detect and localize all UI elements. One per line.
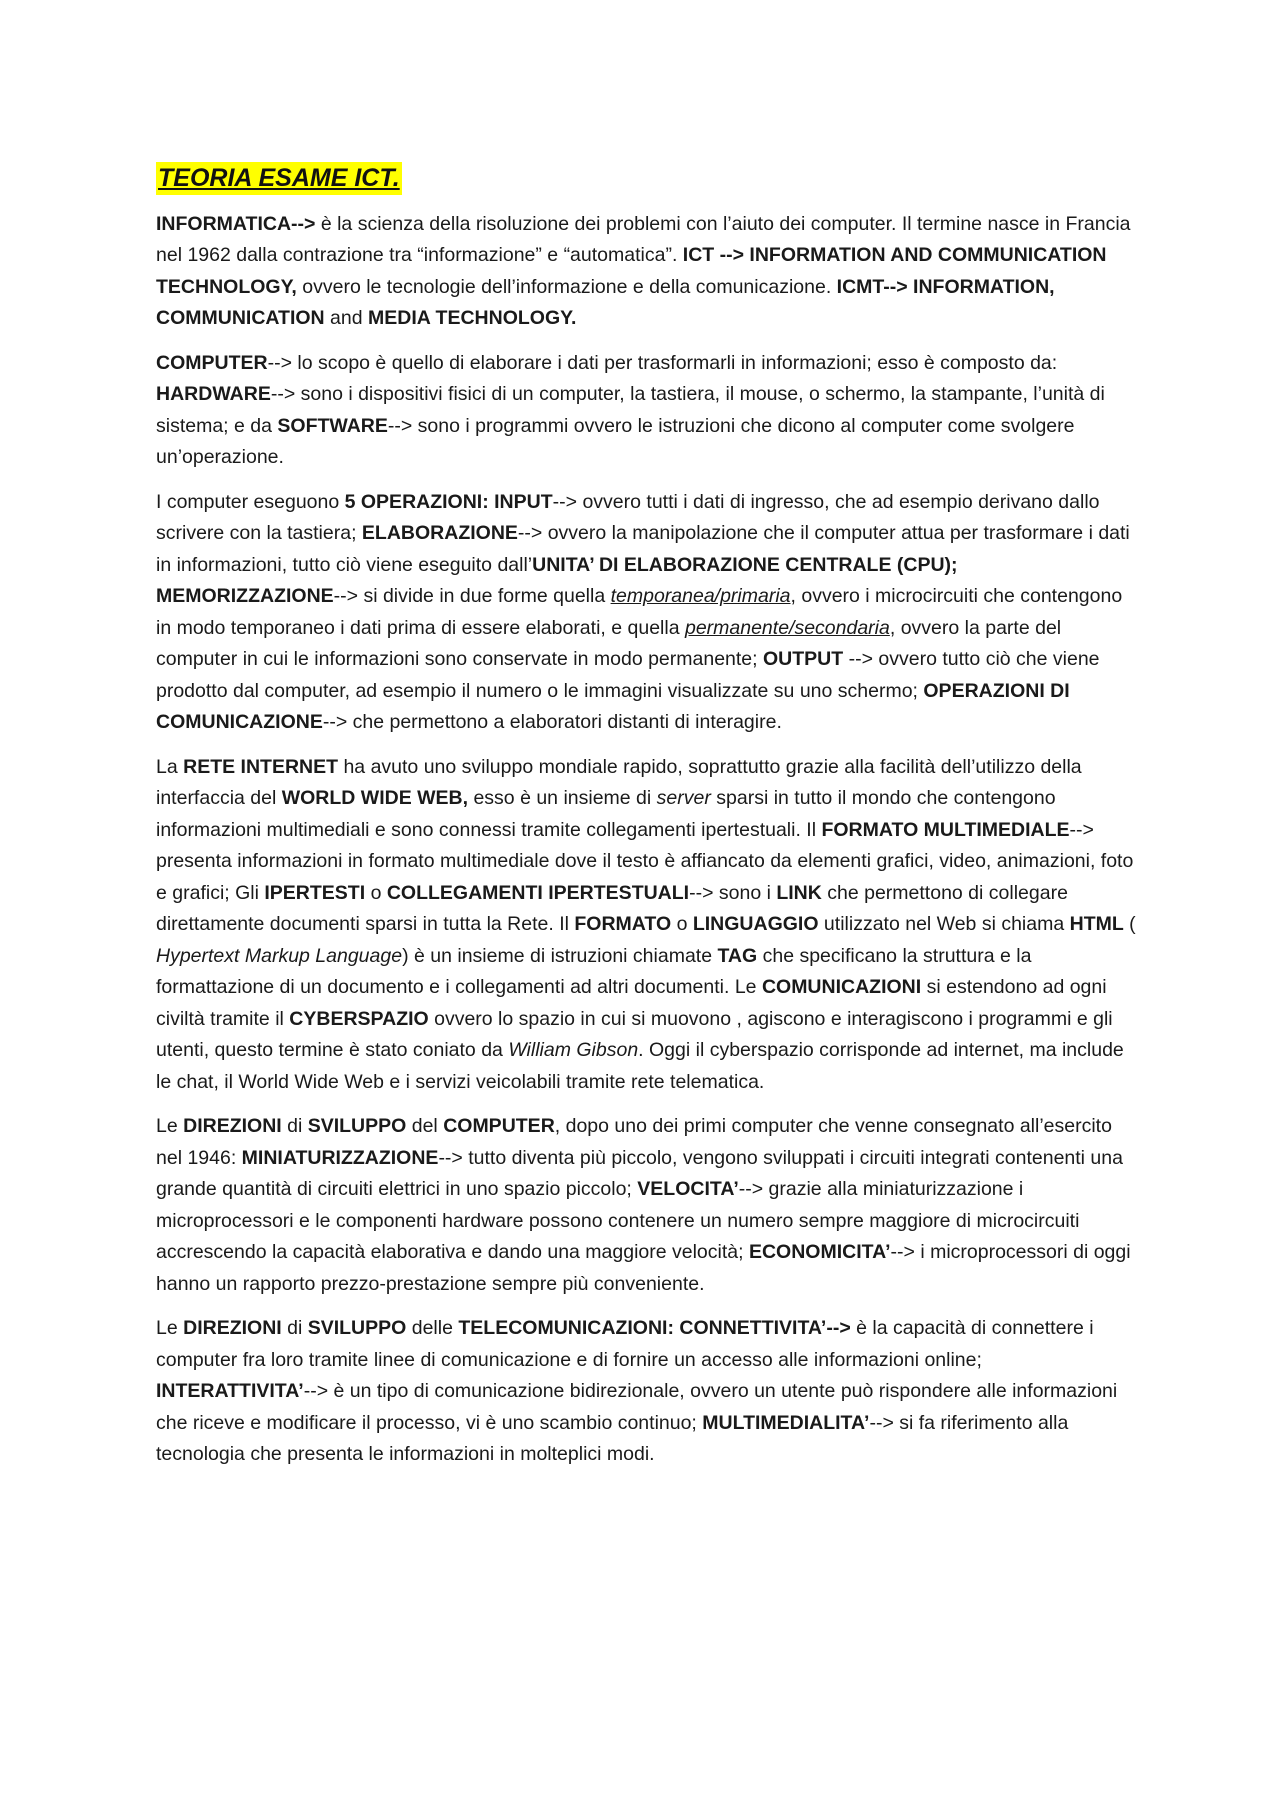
text-run: o	[365, 881, 387, 904]
emphasis-text: Hypertext Markup Language	[156, 944, 403, 967]
text-run: --> sono i	[689, 881, 777, 904]
text-run: --> presenta informazioni in formato multimediale dove il testo è affiancato da elementi grafici, video, animazioni, foto e grafici; Gli	[156, 818, 1134, 904]
emphasis-text: permanente/secondaria	[684, 616, 890, 639]
paragraph	[156, 487, 1136, 739]
bold-term: FORMATO	[574, 913, 672, 935]
bold-term: MEDIA TECHNOLOGY.	[368, 307, 577, 329]
text-run: --> che permettono a elaboratori distanti di interagire.	[322, 711, 782, 733]
text-run: esso è un insieme di	[468, 787, 657, 809]
bold-term: ELABORAZIONE	[361, 522, 518, 544]
text-run: sparsi in tutto il mondo che contengono informazioni multimediali e sono connessi tramite collegamenti ipertestuali. Il	[156, 787, 1056, 841]
bold-term: SVILUPPO	[307, 1317, 407, 1339]
text-run: o	[671, 913, 693, 935]
bold-term: ICT -->	[682, 244, 744, 266]
emphasis-text: temporanea/primaria	[610, 585, 791, 607]
bold-term: TELECOMUNICAZIONI: CONNETTIVITA’-->	[458, 1317, 851, 1339]
bold-term: MINIATURIZZAZIONE	[241, 1146, 439, 1169]
text-run: --> tutto diventa più piccolo, vengono sviluppati i circuiti integrati contenenti una grande quantità di circuiti elettrici in uno spazio piccolo;	[156, 1146, 1123, 1200]
bold-term: DIREZIONI	[183, 1317, 282, 1339]
text-run: di	[281, 1317, 308, 1339]
bold-term: VELOCITA’	[637, 1178, 739, 1200]
text-run: è la capacità di connettere i computer fra loro tramite linee di comunicazione e di fornire un accesso alle informazioni online;	[156, 1317, 1094, 1371]
bold-term: LINGUAGGIO	[692, 913, 819, 935]
text-run: delle	[406, 1317, 459, 1339]
text-run: Le	[156, 1317, 184, 1339]
text-run: --> sono i dispositivi fisici di un computer, la tastiera, il mouse, o schermo, la stampante, l’unità di sistema; e da	[156, 383, 1105, 437]
text-run: I computer eseguono	[156, 490, 345, 513]
bold-term: ECONOMICITA’	[748, 1241, 891, 1263]
bold-term: HTML	[1069, 913, 1124, 935]
bold-term: MULTIMEDIALITA’	[702, 1411, 870, 1434]
bold-term: WORLD WIDE WEB,	[281, 787, 469, 809]
bold-term: INTERATTIVITA’	[156, 1380, 304, 1402]
text-run: --> lo scopo è quello di elaborare i dati per trasformarli in informazioni; esso è composto da:	[267, 351, 1058, 374]
text-run: del	[406, 1115, 444, 1137]
text-run: Le	[156, 1115, 184, 1137]
text-run: ovvero le tecnologie dell’informazione e della comunicazione.	[296, 275, 837, 298]
text-run: ovvero lo spazio in cui si muovono , agiscono e interagiscono i programmi e gli utenti, questo termine è stato coniato da	[156, 1007, 1113, 1061]
text-run: --> ovvero tutti i dati di ingresso, che ad esempio derivano dallo scrivere con la tastiera;	[156, 490, 1100, 544]
text-run: --> si fa riferimento alla tecnologia che presenta le informazioni in molteplici modi.	[156, 1411, 1069, 1465]
bold-term: COLLEGAMENTI IPERTESTUALI	[386, 881, 690, 904]
bold-term: LINK	[776, 881, 822, 904]
paragraph	[156, 1313, 1136, 1471]
emphasis-text: William Gibson	[508, 1039, 639, 1061]
text-run: . Oggi il cyberspazio corrisponde ad internet, ma include le chat, il World Wide Web e i servizi veicolabili tramite rete telematica.	[156, 1039, 1124, 1093]
text-run: --> si divide in due forme quella	[333, 585, 611, 607]
bold-term: DIREZIONI	[183, 1115, 282, 1137]
bold-term: ICMT--> INFORMATION, COMMUNICATION	[156, 275, 1055, 329]
text-run: La	[156, 755, 184, 778]
bold-term: HARDWARE	[156, 383, 271, 405]
text-run: --> ovvero tutto ciò che viene prodotto dal computer, ad esempio il numero o le immagini visualizzate su uno schermo;	[156, 648, 1100, 702]
text-run: che permettono di collegare direttamente documenti sparsi in tutta la Rete. Il	[156, 881, 1068, 935]
text-run: di	[281, 1115, 308, 1137]
text-run: --> ovvero la manipolazione che il computer attua per trasformare i dati in informazioni, tutto ciò viene eseguito dall’	[156, 522, 1130, 576]
bold-term: OUTPUT	[763, 648, 844, 670]
text-run: ha avuto uno sviluppo mondiale rapido, soprattutto grazie alla facilità dell’utilizzo della interfaccia del	[156, 755, 1082, 809]
text-run: ) è un insieme di istruzioni chiamate	[402, 944, 718, 967]
paragraph	[156, 209, 1136, 335]
bold-term: RETE INTERNET	[183, 755, 339, 778]
bold-term: SVILUPPO	[307, 1115, 407, 1137]
text-run: utilizzato nel Web si chiama	[818, 913, 1070, 935]
bold-term: INFORMATION AND COMMUNICATION TECHNOLOGY,	[156, 244, 1107, 298]
text-run: --> è un tipo di comunicazione bidirezionale, ovvero un utente può rispondere alle informazioni che riceve e modificare il processo, vi è uno scambio continuo;	[156, 1380, 1118, 1434]
bold-term: FORMATO MULTIMEDIALE	[821, 818, 1070, 841]
document-title: TEORIA ESAME ICT.	[156, 162, 402, 195]
bold-term: 5 OPERAZIONI: INPUT	[344, 490, 553, 513]
bold-term: COMPUTER	[443, 1115, 555, 1137]
text-run: , ovvero i microcircuiti che contengono in modo temporaneo i dati prima di essere elaborati, e quella	[156, 585, 1123, 639]
bold-term: COMUNICAZIONI	[761, 976, 922, 998]
text-run: , ovvero la parte del computer in cui le informazioni sono conservate in modo permanente;	[156, 616, 1062, 670]
document-page	[156, 162, 1136, 1484]
paragraph	[156, 1111, 1136, 1300]
bold-term: TAG	[717, 944, 758, 967]
text-run: --> grazie alla miniaturizzazione i microprocessori e le componenti hardware possono contenere un numero sempre maggiore di microcircuiti accrescendo la capacità elaborativa e dando una maggiore velocità;	[156, 1178, 1080, 1263]
document-body	[156, 209, 1136, 1471]
bold-term: INFORMATICA-->	[156, 212, 316, 235]
text-run: che specificano la struttura e la formattazione di un documento e i collegamenti ad altri documenti. Le	[156, 944, 1032, 998]
text-run: (	[1123, 913, 1136, 935]
bold-term: CYBERSPAZIO	[289, 1007, 429, 1030]
text-run: and	[324, 307, 368, 329]
text-run: , dopo uno dei primi computer che venne consegnato all’esercito nel 1946:	[156, 1115, 1112, 1169]
emphasis-text: server	[656, 787, 711, 809]
bold-term: COMPUTER	[156, 351, 268, 374]
bold-term: UNITA’ DI ELABORAZIONE CENTRALE (CPU); MEMORIZZAZIONE	[156, 553, 958, 607]
text-run: --> sono i programmi ovvero le istruzioni che dicono al computer come svolgere un’operazione.	[156, 414, 1075, 468]
bold-term: IPERTESTI	[264, 881, 366, 904]
text-run: --> i microprocessori di oggi hanno un rapporto prezzo-prestazione sempre più conveniente.	[156, 1241, 1131, 1295]
paragraph	[156, 752, 1136, 1099]
paragraph	[156, 348, 1136, 474]
text-run: è la scienza della risoluzione dei problemi con l’aiuto dei computer. Il termine nasce in Francia nel 1962 dalla contrazione tra “informazione” e “automatica”.	[156, 212, 1131, 266]
bold-term: OPERAZIONI DI COMUNICAZIONE	[156, 679, 1070, 733]
text-run: si estendono ad ogni civiltà tramite il	[156, 976, 1107, 1030]
bold-term: SOFTWARE	[277, 414, 388, 437]
